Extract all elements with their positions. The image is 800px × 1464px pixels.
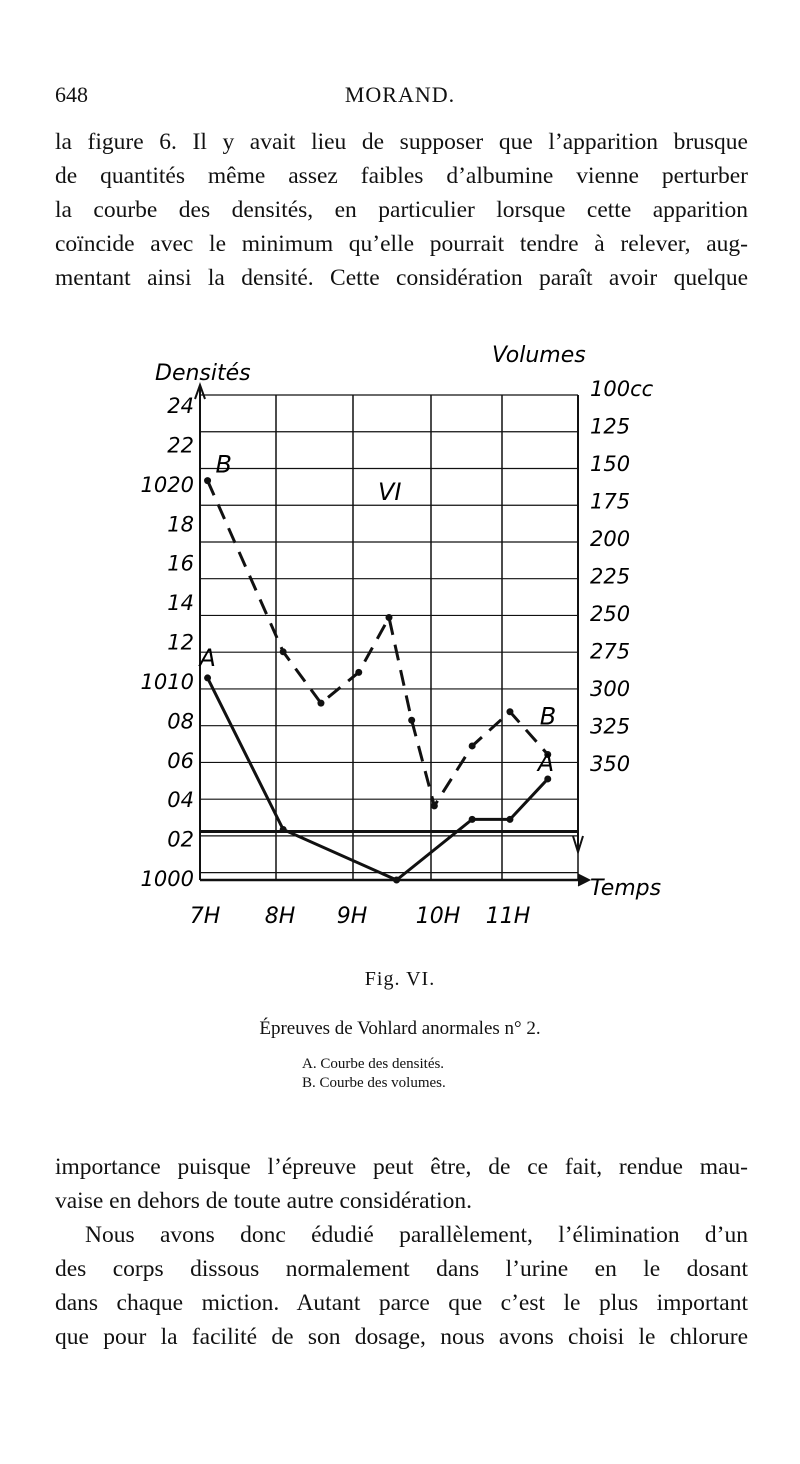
series-b-volumes <box>204 477 551 809</box>
paragraph-top <box>55 125 748 295</box>
text-line: mentant ainsi la densité. Cette considération paraît avoir quelque <box>55 265 748 291</box>
left-axis-title: Densités <box>155 361 251 386</box>
series-line-a <box>208 678 548 880</box>
chart-axes <box>195 385 590 886</box>
running-head: MORAND. <box>344 82 456 107</box>
left-tick-label: 16 <box>167 551 194 576</box>
text-line: la figure 6. Il y avait lieu de supposer que l’apparition brusque <box>55 129 748 155</box>
data-point-a <box>280 826 287 833</box>
left-tick-label: 06 <box>167 748 194 773</box>
right-tick-label: 150 <box>590 452 631 476</box>
paragraph-bottom <box>55 1150 748 1354</box>
text-line: dans chaque miction. Autant parce que c’est le plus important <box>55 1290 748 1316</box>
left-tick-label: 1010 <box>140 669 194 694</box>
x-tick-label: 7H <box>189 904 221 929</box>
data-point-b <box>204 477 211 484</box>
series-a-densites <box>204 674 551 883</box>
series-label-a: A <box>199 643 216 672</box>
series-line-b <box>208 481 548 806</box>
left-tick-label: 04 <box>167 788 194 813</box>
left-tick-label: 08 <box>167 709 194 734</box>
data-point-b <box>506 708 513 715</box>
right-tick-label: 300 <box>590 677 631 701</box>
right-tick-label: 250 <box>590 602 631 626</box>
panel-label: VI <box>378 478 402 506</box>
legend-item-a: A. Courbe des densités. <box>302 1056 445 1072</box>
right-tick-label: 100cc <box>590 377 654 401</box>
data-point-b <box>386 614 393 621</box>
text-line: coïncide avec le minimum qu’elle pourrait tendre à relever, aug- <box>55 231 748 257</box>
data-point-a <box>204 674 211 681</box>
x-tick-label: 9H <box>336 904 368 929</box>
figure-legend <box>302 1055 446 1093</box>
data-point-a <box>506 816 513 823</box>
x-axis-title: Temps <box>590 876 662 901</box>
data-point-b <box>431 802 438 809</box>
right-tick-label: 125 <box>590 414 631 439</box>
text-line: des corps dissous normalement dans l’urine en le dosant <box>55 1256 748 1282</box>
right-tick-label: 325 <box>590 714 631 739</box>
data-point-a <box>393 877 400 884</box>
x-tick-label: 8H <box>264 904 296 929</box>
left-tick-label: 1020 <box>140 472 194 497</box>
data-point-b <box>408 717 415 724</box>
page-number: 648 <box>55 82 88 107</box>
left-tick-label: 1000 <box>140 867 194 891</box>
right-tick-label: 275 <box>590 639 631 664</box>
series-label-a: A <box>537 748 555 777</box>
left-tick-label: 02 <box>167 827 194 852</box>
text-line: la courbe des densités, en particulier lorsque cette apparition <box>55 197 748 223</box>
right-tick-label: 200 <box>590 527 631 551</box>
left-tick-label: 24 <box>167 394 194 418</box>
data-point-b <box>355 669 362 676</box>
text-line: Nous avons donc édudié parallèlement, l’élimination d’un <box>85 1222 748 1248</box>
left-tick-label: 14 <box>167 591 194 616</box>
left-tick-label: 22 <box>167 433 194 458</box>
figure-chart <box>120 330 680 940</box>
chart-labels <box>141 343 662 929</box>
x-tick-label: 11H <box>485 904 531 929</box>
text-line: de quantités même assez faibles d’albumine vienne perturber <box>55 163 748 189</box>
figure-number: Fig. VI. <box>364 968 436 990</box>
series-label-b: B <box>215 450 233 479</box>
right-axis-title: Volumes <box>492 343 586 368</box>
series-label-b: B <box>539 702 557 731</box>
text-line: que pour la facilité de son dosage, nous avons choisi le chlorure <box>55 1324 748 1350</box>
right-tick-label: 350 <box>590 752 631 776</box>
text-line: vaise en dehors de toute autre considération. <box>55 1188 472 1214</box>
data-point-b <box>469 742 476 749</box>
legend-item-b: B. Courbe des volumes. <box>302 1075 446 1091</box>
data-point-a <box>469 816 476 823</box>
x-axis-arrow <box>578 874 590 886</box>
left-tick-label: 18 <box>167 512 194 537</box>
x-tick-label: 10H <box>415 904 461 929</box>
data-point-b <box>280 648 287 655</box>
right-tick-label: 225 <box>590 564 631 589</box>
left-tick-label: 12 <box>167 630 194 655</box>
right-tick-label: 175 <box>590 489 631 514</box>
data-point-b <box>317 700 324 707</box>
text-line: importance puisque l’épreuve peut être, de ce fait, rendue mau- <box>55 1154 748 1180</box>
figure-caption: Épreuves de Vohlard anormales n° 2. <box>259 1018 541 1039</box>
